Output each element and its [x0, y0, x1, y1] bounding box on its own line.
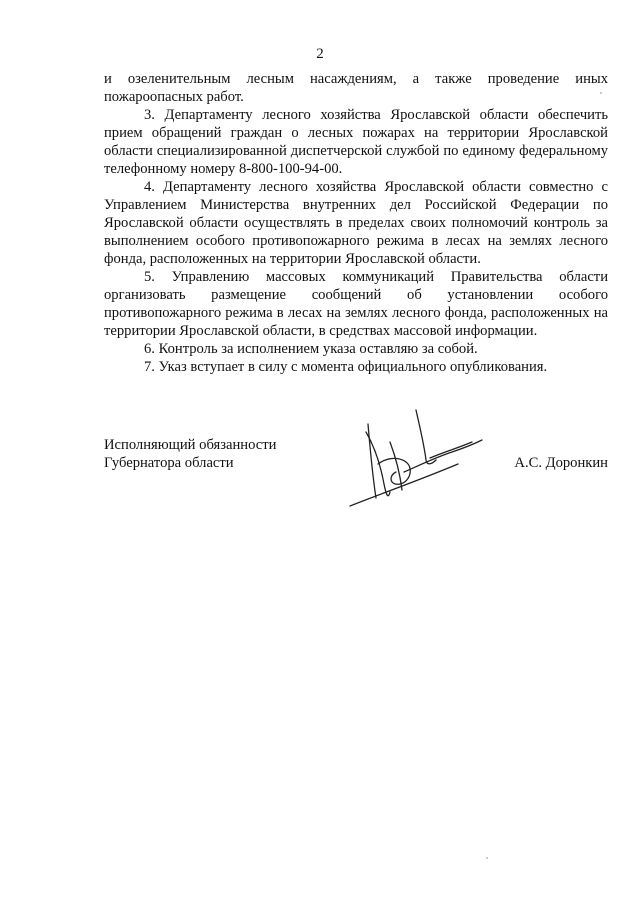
- signer-name: А.С. Доронкин: [514, 455, 608, 471]
- paragraph-5: 5. Управлению массовых коммуникаций Правительства области организовать размещение сообщений об установлении особого противопожарного режима в лесах на землях лесного фонда, расположенных на территории Ярославской области, в средствах массовой информации.: [104, 269, 608, 339]
- paragraph-7: 7. Указ вступает в силу с момента официального опубликования.: [144, 359, 548, 375]
- signer-position: [104, 436, 276, 472]
- paragraph-6: 6. Контроль за исполнением указа оставляю за собой.: [144, 341, 478, 357]
- signer-position-line1: Исполняющий обязанности: [104, 437, 277, 453]
- page-number: 2: [316, 46, 324, 62]
- scan-speck: [486, 857, 488, 859]
- scan-speck: [600, 92, 602, 94]
- paragraph-continuation: и озеленительным лесным насаждениям, а также проведение иных пожароопасных работ.: [104, 71, 608, 105]
- handwritten-signature: [340, 402, 490, 512]
- signer-position-line2: Губернатора области: [104, 455, 234, 471]
- paragraph-3: 3. Департаменту лесного хозяйства Ярославской области обеспечить прием обращений граждан о лесных пожарах на территории Ярославской области специализированной диспетчерской службой по единому федеральному телефонному номеру 8-800-100-94-00.: [104, 107, 608, 177]
- paragraph-4: 4. Департаменту лесного хозяйства Ярославской области совместно с Управлением Министерства внутренних дел Российской Федерации по Ярославской области осуществлять в пределах своих полномочий контроль за выполнением особого противопожарного режима в лесах на землях лесного фонда, расположенных на территории Ярославской области.: [104, 179, 608, 267]
- document-body: [104, 70, 608, 376]
